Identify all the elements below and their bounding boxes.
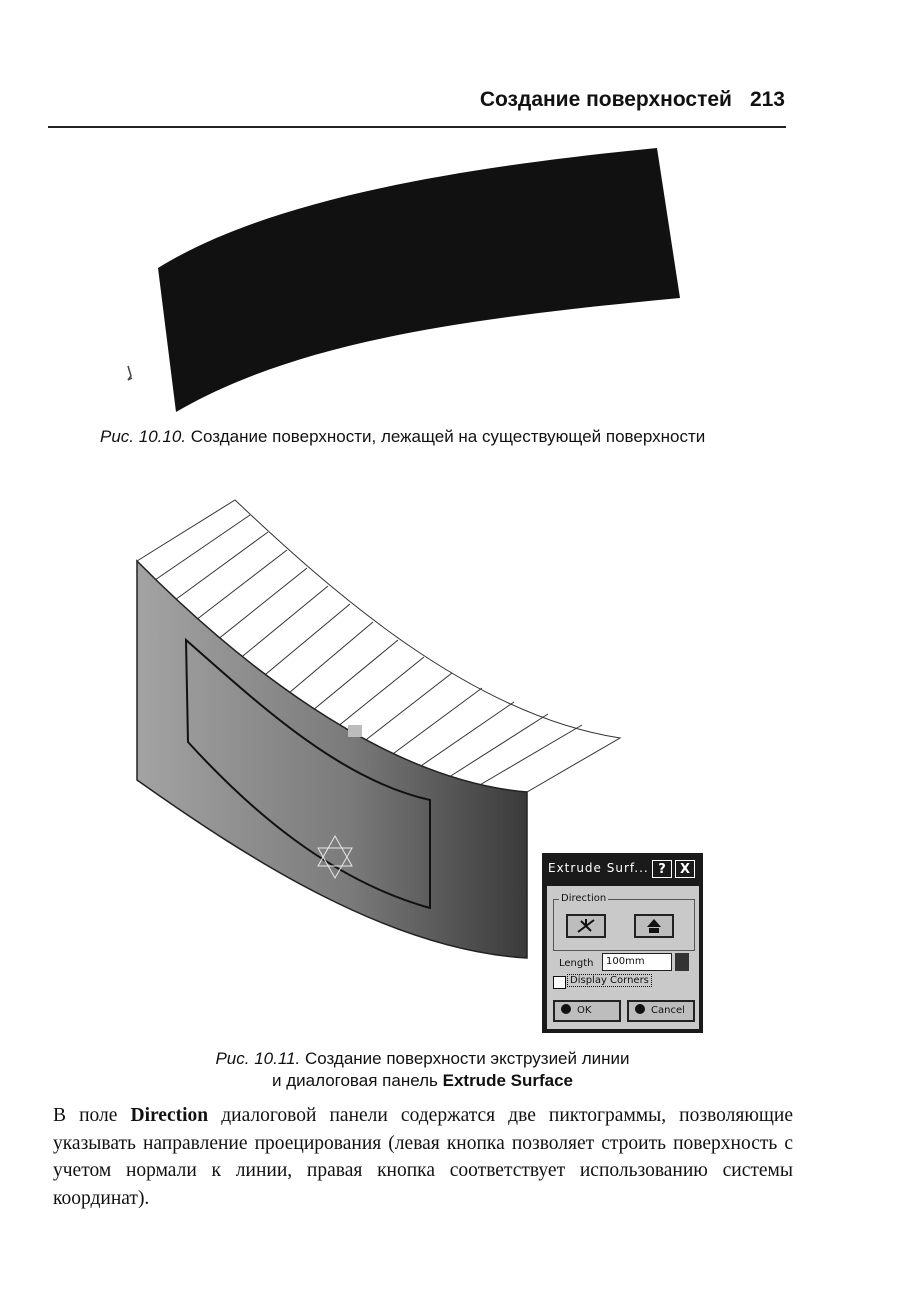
direction-label: Direction: [561, 893, 607, 904]
figure-2-caption-line-1: [0, 1049, 845, 1069]
figure-2-extrusion: [0, 480, 910, 1040]
body-part-1: В поле: [53, 1105, 118, 1126]
cancel-label: Cancel: [651, 1005, 685, 1016]
figure-1-caption-number: Рис. 10.10.: [100, 427, 187, 446]
cancel-icon: [635, 1004, 645, 1014]
ok-label: OK: [577, 1005, 592, 1016]
cancel-button[interactable]: [627, 1000, 695, 1022]
length-input[interactable]: 100mm: [602, 953, 672, 971]
figure-1-surface: [0, 0, 910, 430]
body-paragraph: [53, 1102, 793, 1212]
chapter-title: Создание поверхностей: [479, 88, 732, 111]
close-button[interactable]: X: [675, 860, 695, 878]
figure-2-caption-line-2: [0, 1071, 845, 1091]
ok-icon: [561, 1004, 571, 1014]
dark-curved-surface: [158, 148, 680, 412]
axis-direction-button[interactable]: [634, 914, 674, 938]
display-corners-label[interactable]: Display Corners: [567, 974, 652, 987]
normal-direction-button[interactable]: [566, 914, 606, 938]
figure-1-caption-text: Создание поверхности, лежащей на существующей поверхности: [190, 427, 706, 446]
help-button[interactable]: ?: [652, 860, 672, 878]
body-part-2: диалоговой панели содержатся две пиктограммы, позволяющие указывать направление проецирования (левая кнопка позволяет строить поверхность с учетом нормали к линии, правая кнопка соответствует использованию системы координат).: [53, 1105, 794, 1209]
dialog-title: Extrude Surf...: [548, 861, 649, 875]
dialog-body: [547, 886, 699, 1029]
length-label: Length: [559, 958, 594, 969]
axis-direction-icon: [644, 917, 664, 935]
figure-2-caption-number: Рис. 10.11.: [215, 1049, 301, 1068]
direction-group: [553, 893, 695, 951]
length-spinner[interactable]: [675, 953, 689, 971]
figure-2-caption-text: Создание поверхности экструзией линии: [304, 1049, 630, 1068]
body-bold-term: Direction: [130, 1105, 209, 1126]
figure-2-caption-prefix: и диалоговая панель: [272, 1071, 438, 1090]
display-corners-checkbox[interactable]: [553, 976, 566, 989]
ok-button[interactable]: [553, 1000, 621, 1022]
figure-1-caption: [100, 427, 705, 447]
extrude-surface-dialog: [542, 853, 703, 1033]
page-number: 213: [749, 88, 785, 111]
normal-direction-icon: [575, 917, 597, 935]
figure-2-caption-bold: Extrude Surface: [442, 1071, 573, 1090]
